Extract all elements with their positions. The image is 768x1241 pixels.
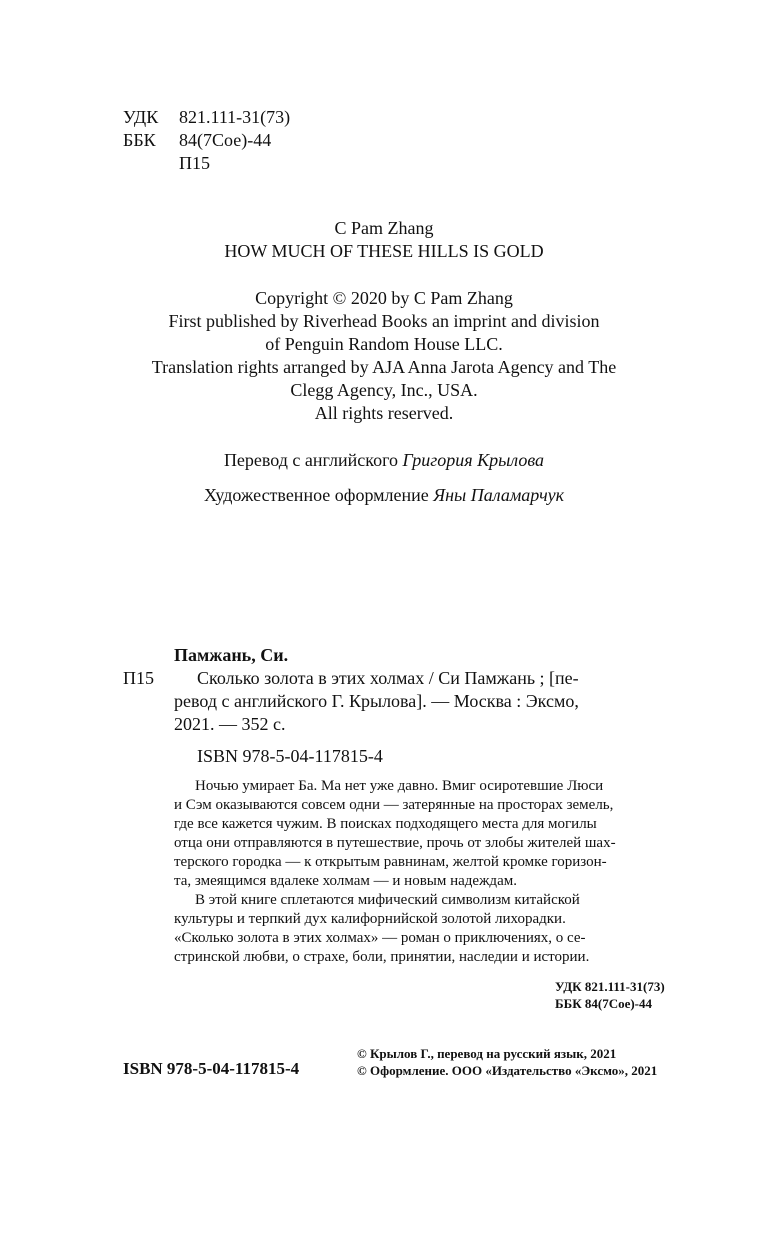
original-title: HOW MUCH OF THESE HILLS IS GOLD <box>224 241 544 261</box>
udk-row <box>123 106 290 129</box>
annotation-line: отца они отправляются в путешествие, прочь от злобы жителей шах- <box>174 835 616 851</box>
copyright-line-2: First published by Riverhead Books an imprint and division <box>168 311 600 331</box>
translation-credit <box>0 449 768 472</box>
annotation-line: стринской любви, о страхе, боли, принятии, наследии и истории. <box>174 949 590 965</box>
bib-line-1: Сколько золота в этих холмах / Си Памжань ; [пе- <box>197 668 579 688</box>
design-credit <box>0 484 768 507</box>
annotation-line: культуры и терпкий дух калифорнийской золотой лихорадки. <box>174 911 566 927</box>
original-author: C Pam Zhang <box>334 218 434 238</box>
author-mark: П15 <box>179 153 210 173</box>
classification-block <box>123 106 290 175</box>
bib-mark: П15 <box>123 668 154 688</box>
copyright-line-1: Copyright © 2020 by C Pam Zhang <box>255 288 513 308</box>
annotation-line: Ночью умирает Ба. Ма нет уже давно. Вмиг осиротевшие Люси <box>195 778 604 794</box>
bib-isbn: ISBN 978-5-04-117815-4 <box>197 746 383 766</box>
annotation-line: и Сэм оказываются совсем одни — затерянные на просторах земель, <box>174 797 614 813</box>
annotation-line: где все кажется чужим. В поисках подходящего места для могилы <box>174 816 597 832</box>
bbk-row <box>123 129 290 152</box>
bbk-value: 84(7Сое)-44 <box>179 130 272 150</box>
bib-line-3: 2021. — 352 с. <box>174 714 286 734</box>
udk-label: УДК <box>123 107 159 127</box>
index-udk: УДК 821.111-31(73) <box>555 979 665 994</box>
footer-copyright-translation: © Крылов Г., перевод на русский язык, 2021 <box>357 1046 617 1061</box>
bib-author-heading: Памжань, Си. <box>174 645 289 665</box>
copyright-line-4: Translation rights arranged by AJA Anna Jarota Agency and The <box>151 357 617 377</box>
annotation-line: та, змеящимся вдалеке холмам — и новым надеждам. <box>174 873 517 889</box>
copyright-line-6: All rights reserved. <box>314 403 454 423</box>
footer-copyright-design: © Оформление. ООО «Издательство «Эксмо», 2021 <box>357 1063 658 1078</box>
index-bbk: ББК 84(7Сое)-44 <box>555 996 653 1011</box>
copyright-line-5: Clegg Agency, Inc., USA. <box>290 380 478 400</box>
translation-prefix: Перевод с английского <box>223 450 399 470</box>
udk-value: 821.111-31(73) <box>179 107 291 127</box>
copyright-line-3: of Penguin Random House LLC. <box>265 334 503 354</box>
author-mark-row <box>123 152 290 175</box>
translator-name: Григория Крылова <box>402 450 545 470</box>
bbk-label: ББК <box>123 130 156 150</box>
bib-line-2: ревод с английского Г. Крылова]. — Москва : Эксмо, <box>174 691 579 711</box>
annotation-line: В этой книге сплетаются мифический символизм китайской <box>195 892 580 908</box>
footer-isbn: ISBN 978-5-04-117815-4 <box>123 1059 300 1078</box>
annotation-line: «Сколько золота в этих холмах» — роман о приключениях, о се- <box>174 930 586 946</box>
annotation-line: терского городка — к открытым равнинам, желтой кромке горизон- <box>174 854 607 870</box>
design-prefix: Художественное оформление <box>203 485 429 505</box>
designer-name: Яны Паламарчук <box>433 485 565 505</box>
